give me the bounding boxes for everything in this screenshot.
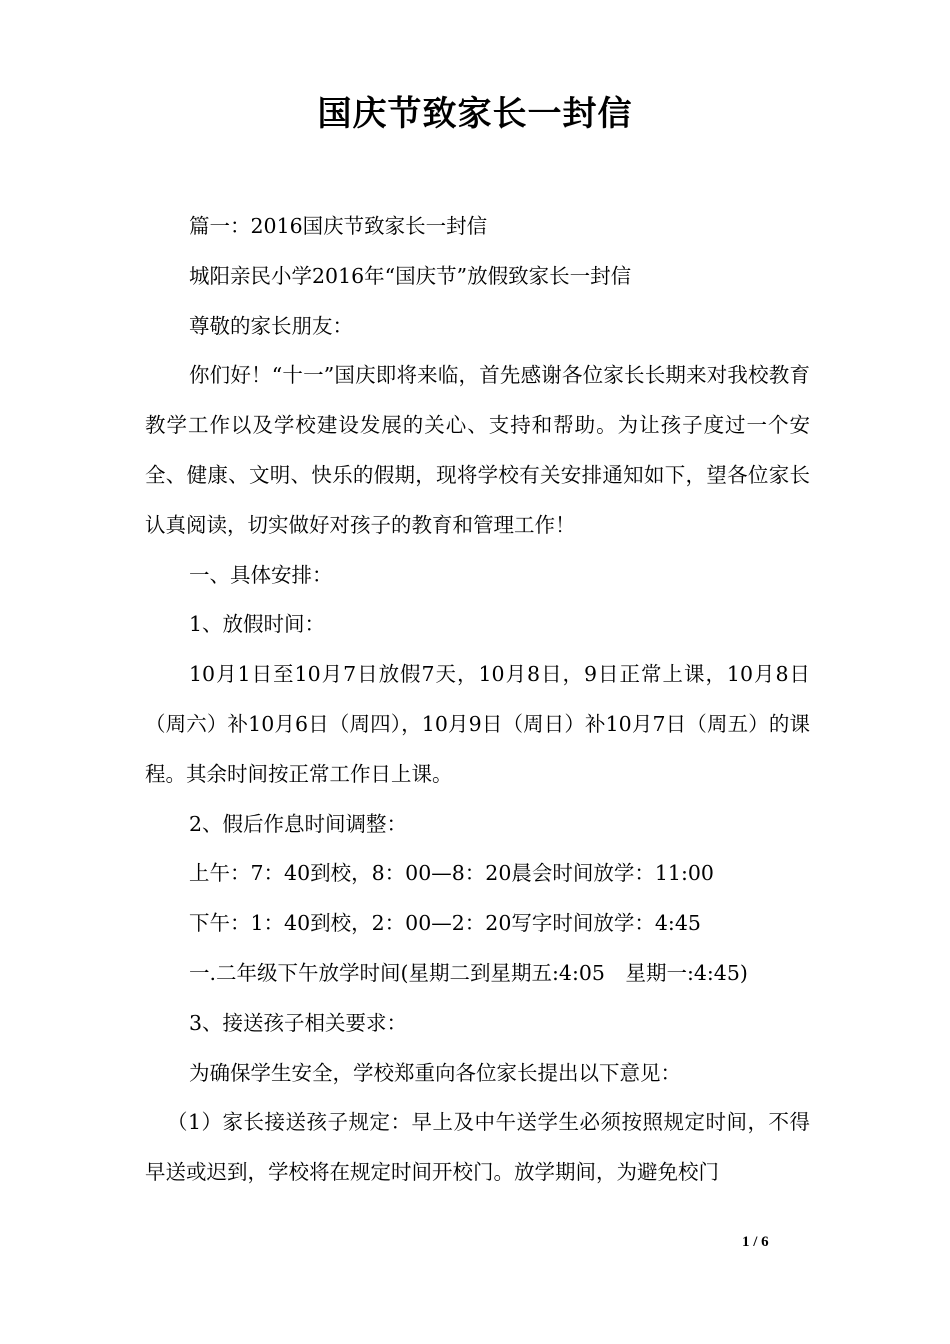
paragraph-pickup-heading: 3、接送孩子相关要求： — [189, 1010, 408, 1035]
paragraph-holiday-time-heading: 1、放假时间： — [189, 612, 326, 637]
paragraph-pickup-rule-1: （1）家长接送孩子规定：早上及中午送学生必须按照规定时间，不得早送或迟到，学校将在规定时间开校门。放学期间，为避免校门 — [145, 1110, 810, 1185]
paragraph-section-1: 一、具体安排： — [189, 562, 333, 587]
paragraph-heading: 篇一：2016国庆节致家长一封信 — [189, 214, 488, 238]
paragraph-morning-schedule: 上午：7：40到校，8：00—8：20晨会时间放学：11:00 — [189, 861, 714, 886]
paragraph-holiday-time: 10月1日至10月7日放假7天，10月8日，9日正常上课，10月8日（周六）补10月6日（周四），10月9日（周日）补10月7日（周五）的课程。其余时间按正常工作日上课。 — [145, 662, 810, 786]
paragraph-afternoon-schedule: 下午：1：40到校，2：00—2：20写字时间放学：4:45 — [189, 911, 701, 936]
document-body — [145, 202, 810, 1198]
document-title: 国庆节致家长一封信 — [317, 94, 633, 134]
paragraph-intro: 你们好！“十一”国庆即将来临，首先感谢各位家长长期来对我校教育教学工作以及学校建设发展的关心、支持和帮助。为让孩子度过一个安全、健康、文明、快乐的假期，现将学校有关安排通知如下，望各位家长认真阅读，切实做好对孩子的教育和管理工作！ — [145, 363, 810, 537]
paragraph-schedule-heading: 2、假后作息时间调整： — [189, 811, 408, 836]
paragraph-subtitle: 城阳亲民小学2016年“国庆节”放假致家长一封信 — [189, 263, 632, 288]
paragraph-grade-schedule: 一.二年级下午放学时间(星期二到星期五:4:05 星期一:4:45) — [189, 960, 748, 985]
page-number: 1 / 6 — [742, 1234, 769, 1250]
paragraph-pickup-intro: 为确保学生安全，学校郑重向各位家长提出以下意见： — [189, 1060, 681, 1085]
paragraph-salutation: 尊敬的家长朋友： — [189, 313, 353, 338]
